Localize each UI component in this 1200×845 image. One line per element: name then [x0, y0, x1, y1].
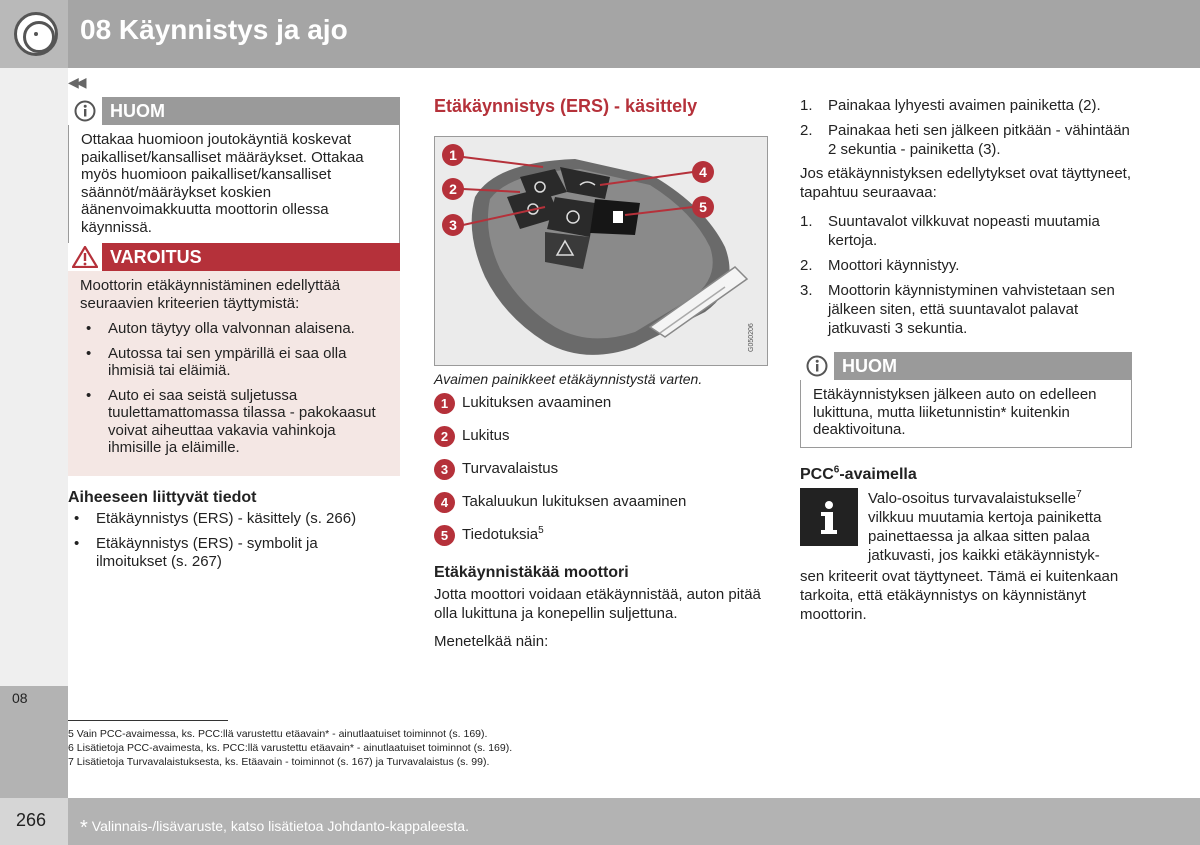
figure-callout-2: 2 — [449, 181, 457, 197]
footnote-ref: 7 — [1076, 489, 1082, 500]
figure-caption: Avaimen painikkeet etäkäynnistystä varten. — [434, 371, 703, 387]
section-title: Etäkäynnistys (ERS) - käsittely — [434, 96, 698, 116]
step-item — [800, 212, 1132, 250]
step-item — [800, 121, 1132, 159]
key-label: Tiedotuksia — [462, 526, 539, 543]
warning-body — [68, 271, 400, 476]
warning-bullet: • Auton täytyy olla valvonnan alaisena. — [80, 320, 388, 338]
key-label: Lukitus — [462, 427, 510, 444]
pcc-text-wrapped — [868, 489, 1132, 565]
footnote-text: Lisätietoja Turvavalaistuksesta, ks. Etäavain - toiminnot (s. 167) ja Turvavalaistus (s. 99). — [76, 756, 490, 768]
paragraph: Jotta moottori voidaan etäkäynnistää, auton pitää olla lukittuna ja konepellin suljettuna. — [434, 586, 761, 622]
note-title: HUOM — [842, 355, 897, 376]
figure-callout-4: 4 — [699, 164, 707, 180]
number-badge: 2 — [434, 426, 455, 447]
note-box-2 — [800, 352, 1132, 448]
key-item — [434, 393, 686, 426]
step-number: 1. — [800, 213, 813, 230]
step-item — [800, 281, 1132, 338]
step-number: 2. — [800, 122, 813, 139]
note-title: HUOM — [110, 100, 165, 121]
step-text: Moottori käynnistyy. — [828, 257, 960, 274]
warning-triangle-icon — [68, 243, 102, 271]
chapter-tab[interactable] — [0, 686, 68, 798]
related-link[interactable]: • Etäkäynnistys (ERS) - symbolit ja ilmoitukset (s. 267) — [68, 535, 388, 571]
note-header — [800, 352, 1132, 380]
step-number: 3. — [800, 282, 813, 299]
footnote-text: Lisätietoja PCC-avaimesta, ks. PCC:llä varustettu etäavain* - ainutlaatuiset toiminnot (s. 169). — [76, 742, 513, 754]
step-number: 2. — [800, 257, 813, 274]
footnote-text: Vain PCC-avaimessa, ks. PCC:llä varustettu etäavain* - ainutlaatuiset toiminnot (s. 169). — [76, 728, 488, 740]
pcc-line: Valo-osoitus turvavalaistukselle — [868, 490, 1077, 507]
number-badge: 1 — [434, 393, 455, 414]
number-badge: 3 — [434, 459, 455, 480]
number-badge: 4 — [434, 492, 455, 513]
pcc-line: jatkuvasti, jos kaikki etäkäynnistyk- — [868, 547, 1100, 564]
pcc-line: painettaessa ja alkaa sitten palaa — [868, 528, 1090, 545]
figure-callout-1: 1 — [449, 147, 457, 163]
figure-callout-3: 3 — [449, 217, 457, 233]
pcc-line: vilkkuu muutamia kertoja painiketta — [868, 509, 1102, 526]
subsection-title: Etäkäynnistäkää moottori — [434, 564, 629, 581]
pcc-title-post: -avaimella — [839, 466, 917, 483]
related-link[interactable]: • Etäkäynnistys (ERS) - käsittely (s. 266) — [68, 510, 388, 528]
step-text: Suuntavalot vilkkuvat nopeasti muutamia kertoja. — [828, 213, 1100, 249]
chapter-tab-label: 08 — [12, 690, 28, 706]
note-header — [68, 97, 400, 125]
steps-list-2 — [800, 212, 1132, 344]
warning-header — [68, 243, 400, 271]
warning-title: VAROITUS — [110, 246, 202, 267]
note-text: Etäkäynnistyksen jälkeen auto on edelleen lukittuna, mutta liiketunnistin* kuitenkin deaktivoituna. — [800, 380, 1132, 448]
steering-wheel-icon — [14, 12, 58, 56]
pcc-title-pre: PCC — [800, 466, 834, 483]
step-text: Painakaa heti sen jälkeen pitkään - vähintään 2 sekuntia - painiketta (3). — [828, 122, 1130, 158]
pcc-title — [800, 466, 917, 484]
number-badge: 5 — [434, 525, 455, 546]
footer-note — [80, 814, 469, 837]
info-circle-icon — [68, 97, 102, 125]
related-list — [68, 510, 388, 578]
page-number: 266 — [16, 810, 47, 830]
step-number: 1. — [800, 97, 813, 114]
footnote-number: 5 — [68, 728, 74, 740]
step-item — [800, 256, 1132, 275]
sidebar-background — [0, 68, 68, 686]
asterisk: * — [80, 817, 88, 839]
steps-list-1 — [800, 96, 1132, 165]
footnote-ref: 5 — [538, 525, 544, 536]
footnote — [68, 755, 512, 769]
key-item — [434, 525, 686, 558]
footnote — [68, 727, 512, 741]
key-label: Takaluukun lukituksen avaaminen — [462, 493, 687, 510]
back-arrows-icon[interactable]: ◀◀ — [68, 74, 84, 90]
footnote-number: 7 — [68, 756, 74, 768]
related-title: Aiheeseen liittyvät tiedot — [68, 489, 257, 506]
step-item — [800, 96, 1132, 115]
warning-bullet: • Autossa tai sen ympärillä ei saa olla ihmisiä tai eläimiä. — [80, 345, 388, 380]
footnote-divider — [68, 720, 228, 721]
info-circle-icon — [800, 352, 834, 380]
footnote-number: 6 — [68, 742, 74, 754]
key-fob-figure — [434, 136, 768, 366]
pcc-text-rest: sen kriteerit ovat täyttyneet. Tämä ei kuitenkaan tarkoita, että etäkäynnistys on käynnistänyt moottorin. — [800, 568, 1119, 623]
footer-note-text: Valinnais-/lisävaruste, katso lisätietoa Johdanto-kappaleesta. — [91, 818, 469, 834]
note-box-1 — [68, 97, 400, 245]
step-text: Painakaa lyhyesti avaimen painiketta (2). — [828, 97, 1101, 114]
footnotes — [68, 727, 512, 769]
footnote — [68, 741, 512, 755]
paragraph: Menetelkää näin: — [434, 633, 549, 650]
key-item — [434, 459, 686, 492]
key-label: Turvavalaistus — [462, 460, 559, 477]
paragraph: Jos etäkäynnistyksen edellytykset ovat täyttyneet, tapahtuu seuraavaa: — [800, 165, 1132, 201]
warning-box — [68, 243, 400, 476]
warning-bullets — [80, 320, 388, 457]
figure-code: G050206 — [748, 323, 755, 352]
info-icon — [800, 488, 858, 546]
key-button-list — [434, 393, 686, 558]
key-item — [434, 492, 686, 525]
key-item — [434, 426, 686, 459]
step-text: Moottorin käynnistyminen vahvistetaan sen jälkeen siten, että suuntavalot palavat jatkuvasti 3 sekuntia. — [828, 282, 1115, 337]
footnote-ref: 6 — [833, 464, 840, 476]
warning-bullet: • Auto ei saa seistä suljetussa tuulettamattomassa tilassa - pakokaasut voivat aiheuttaa vakavia vahinkoja ihmisille ja eläimille. — [80, 387, 388, 457]
warning-intro: Moottorin etäkäynnistäminen edellyttää seuraavien kriteerien täyttymistä: — [80, 277, 341, 312]
key-label: Lukituksen avaaminen — [462, 394, 612, 411]
chapter-title: 08 Käynnistys ja ajo — [80, 14, 348, 45]
figure-callout-5: 5 — [699, 199, 707, 215]
note-text: Ottakaa huomioon joutokäyntiä koskevat paikalliset/kansalliset määräykset. Ottakaa myös huomioon paikalliset/kansalliset säännöt/määräykset koskien äänenvoimakkuutta moottorin ollessa käynnissä. — [68, 125, 400, 245]
